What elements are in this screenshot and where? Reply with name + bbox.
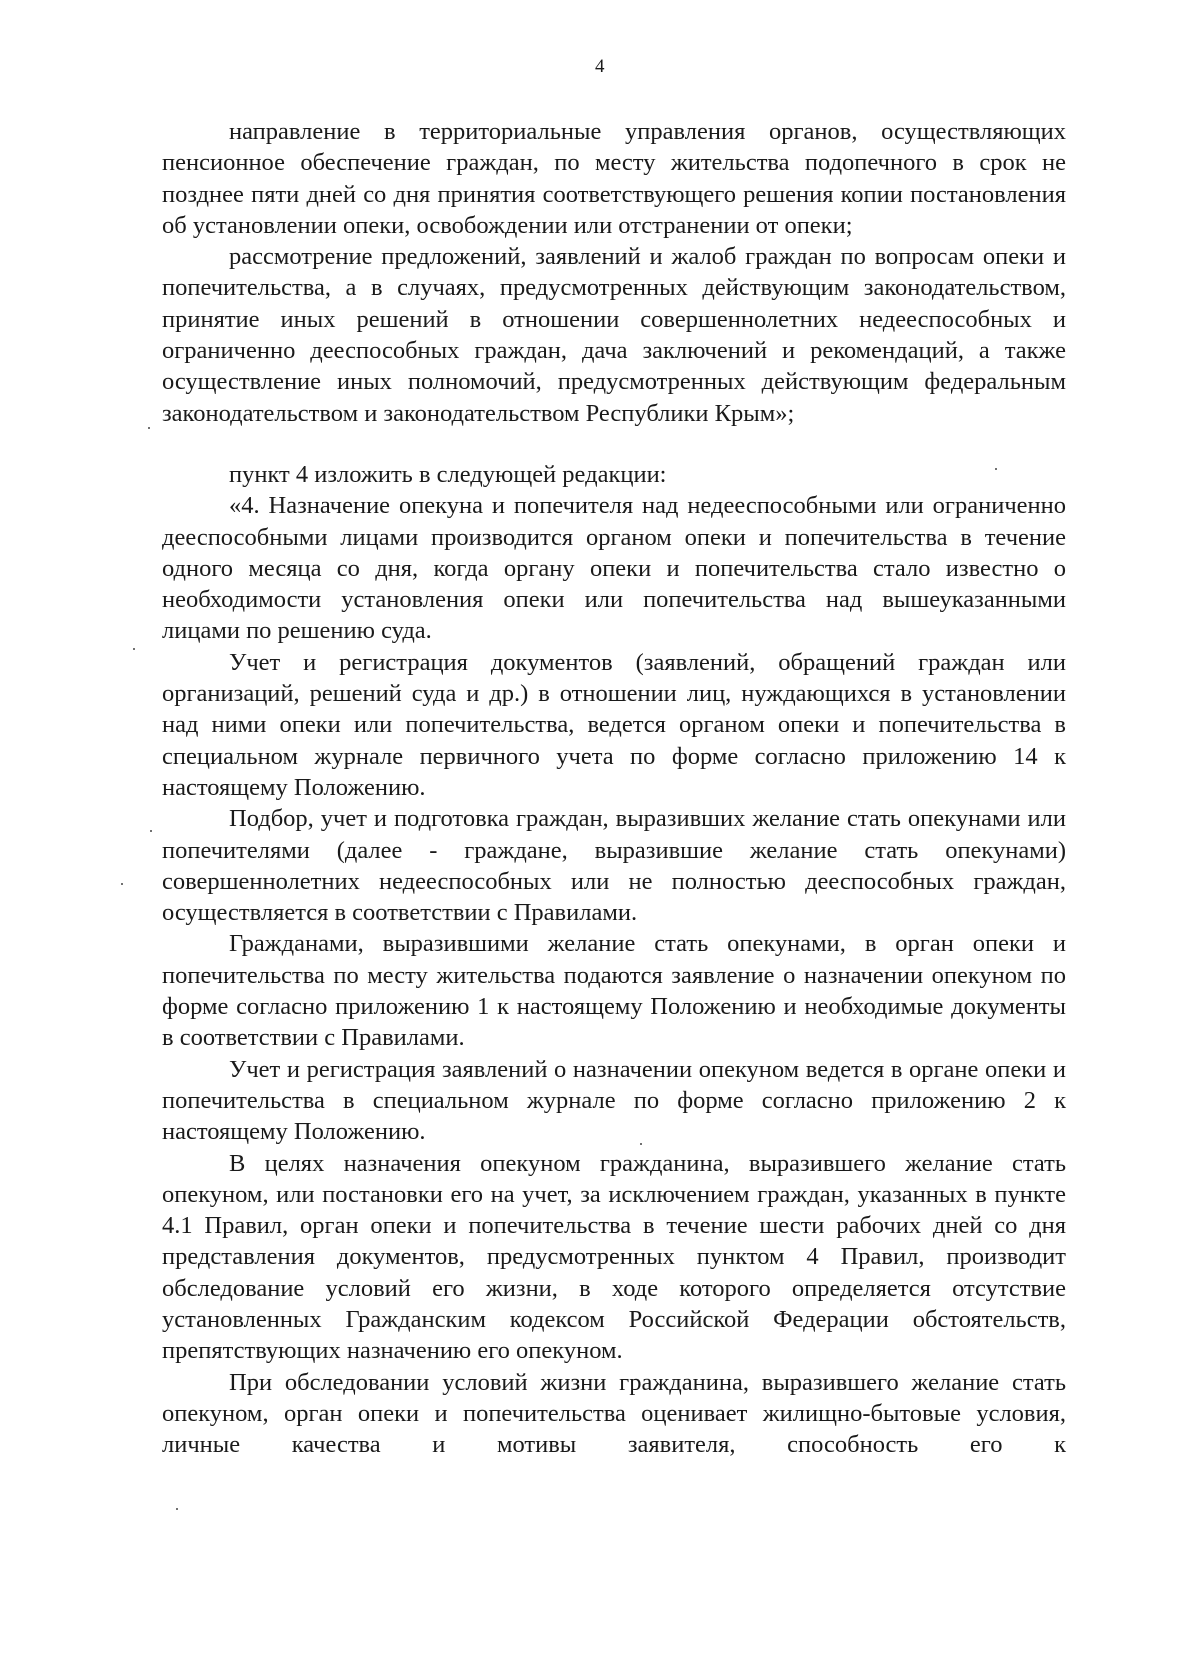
paragraph-inspection: В целях назначения опекуном гражданина, выразившего желание стать опекуном, или постановки его на учет, за исключением граждан, указанных в пункте 4.1 Правил, орган опеки и попечительства в течение шести рабочих дней со дня представления документов, предусмотренных пунктом 4 Правил, производит обследование условий его жизни, в ходе которого определяется отсутствие установленных Гражданским кодексом Российской Федерации обстоятельств, препятствующих назначению его опекуном.: [162, 1149, 1066, 1365]
scan-speck: [176, 1508, 178, 1510]
paragraph-selection: Подбор, учет и подготовка граждан, выразивших желание стать опекунами или попечителями (далее - граждане, выразившие желание стать опекунами) совершеннолетних недееспособных или не полностью дееспособных граждан, осуществляется в соответствии с Правилами.: [162, 805, 1066, 927]
paragraph-complaints: рассмотрение предложений, заявлений и жалоб граждан по вопросам опеки и попечительства, а в случаях, предусмотренных действующим законодательством, принятие иных решений в отношении совершеннолетних недееспособных и ограниченно дееспособных граждан, дача заключений и рекомендаций, а также осуществление иных полномочий, предусмотренных действующим федеральным законодательством и законодательством Республики Крым»;: [162, 243, 1066, 427]
scan-speck: [148, 427, 150, 429]
paragraph-journal: Учет и регистрация заявлений о назначении опекуном ведется в органе опеки и попечительства в специальном журнале по форме согласно приложению 2 к настоящему Положению.: [162, 1055, 1066, 1146]
paragraph-applications: Гражданами, выразившими желание стать опекунами, в орган опеки и попечительства по месту жительства подаются заявление о назначении опекуном по форме согласно приложению 1 к настоящему Положению и необходимые документы в соответствии с Правилами.: [162, 930, 1066, 1052]
scan-speck: [150, 830, 152, 832]
scan-speck: [133, 648, 135, 650]
scan-speck: [121, 883, 123, 885]
scan-speck: [995, 468, 997, 470]
scan-speck: [640, 1143, 642, 1145]
paragraph-assessment: При обследовании условий жизни гражданина, выразившего желание стать опекуном, орган опеки и попечительства оценивает жилищно-бытовые условия, личные качества и мотивы заявителя, способность его к: [162, 1368, 1066, 1459]
paragraph-registration: Учет и регистрация документов (заявлений, обращений граждан или организаций, решений суда и др.) в отношении лиц, нуждающихся в установлении над ними опеки или попечительства, ведется органом опеки и попечительства в специальном журнале первичного учета по форме согласно приложению 14 к настоящему Положению.: [162, 648, 1066, 801]
page-number: 4: [595, 56, 605, 77]
paragraph-point-4-intro: пункт 4 изложить в следующей редакции:: [229, 460, 667, 488]
paragraph-point-4: «4. Назначение опекуна и попечителя над недееспособными или ограниченно дееспособными лицами производится органом опеки и попечительства в течение одного месяца со дня, когда органу опеки и попечительства стало известно о необходимости установления опеки или попечительства над вышеуказанными лицами по решению суда.: [162, 492, 1066, 645]
document-body: [162, 116, 1066, 1460]
paragraph-pension-notice: направление в территориальные управления органов, осуществляющих пенсионное обеспечение граждан, по месту жительства подопечного в срок не позднее пяти дней со дня принятия соответствующего решения копии постановления об установлении опеки, освобождении или отстранении от опеки;: [162, 118, 1066, 239]
